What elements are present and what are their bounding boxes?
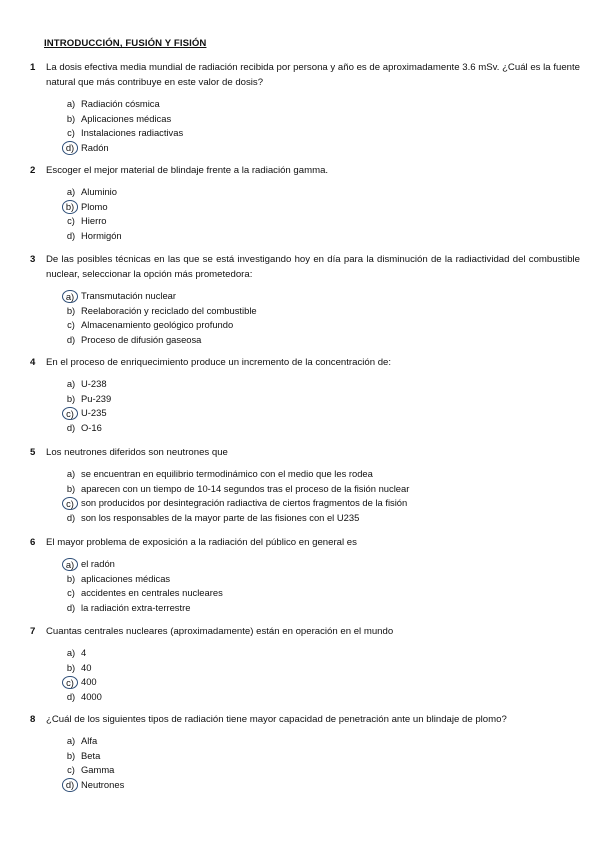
question-1 — [30, 60, 580, 155]
option-letter: d) — [66, 421, 76, 433]
circled-answer-icon: a) — [62, 558, 78, 572]
option-text: el radón — [81, 558, 115, 569]
question-2 — [30, 163, 580, 243]
option-text: Hormigón — [81, 229, 122, 241]
question-5 — [30, 445, 580, 525]
option-letter: b) — [66, 661, 76, 673]
document-title: INTRODUCCIÓN, FUSIÓN Y FISIÓN — [44, 38, 207, 49]
option-text: 400 — [81, 676, 97, 688]
option-d — [30, 421, 580, 436]
option-letter: d) — [66, 229, 76, 241]
option-text: Aluminio — [81, 186, 117, 197]
option-text: U-235 — [81, 407, 107, 419]
option-letter: d) — [66, 333, 76, 345]
question-stem — [30, 445, 580, 460]
option-a — [30, 467, 580, 482]
options-list — [30, 97, 580, 155]
option-letter: a) — [66, 378, 76, 389]
option-letter: d) — [66, 690, 76, 702]
option-a — [30, 646, 580, 661]
option-a — [30, 377, 580, 392]
question-stem — [30, 163, 580, 178]
circled-answer-icon: b) — [62, 200, 78, 214]
circled-answer-icon: c) — [62, 676, 78, 690]
option-letter: b) — [66, 392, 76, 404]
option-d — [30, 229, 580, 244]
question-number: 6 — [30, 537, 36, 548]
options-list — [30, 467, 580, 525]
option-text: Proceso de difusión gaseosa — [81, 333, 202, 345]
question-text: En el proceso de enriquecimiento produce un incremento de la concentración de: — [46, 357, 392, 368]
option-text: U-238 — [81, 378, 107, 389]
question-stem — [30, 252, 580, 282]
option-text: 4000 — [81, 690, 102, 702]
option-a — [30, 289, 580, 304]
option-b — [30, 749, 580, 764]
option-letter: a) — [66, 735, 76, 746]
option-text: Almacenamiento geológico profundo — [81, 319, 234, 331]
options-list — [30, 377, 580, 435]
option-text: 40 — [81, 661, 92, 673]
option-text: aplicaciones médicas — [81, 572, 171, 584]
option-b — [30, 572, 580, 587]
option-b — [30, 200, 580, 215]
option-b — [30, 482, 580, 497]
options-list — [30, 557, 580, 615]
circled-answer-icon: c) — [62, 407, 78, 421]
question-text: Los neutrones diferidos son neutrones que — [46, 447, 228, 458]
options-list — [30, 289, 580, 347]
option-text: accidentes en centrales nucleares — [81, 587, 223, 599]
question-text: La dosis efectiva media mundial de radiación recibida por persona y año es de aproximadamente 3.6 mSv. ¿Cuál es la fuente natural que más contribuye en este valor de dosis? — [46, 62, 580, 88]
option-c — [30, 406, 580, 421]
question-stem — [30, 712, 580, 727]
option-letter: b) — [66, 572, 76, 584]
circled-answer-icon: a) — [62, 290, 78, 304]
options-list — [30, 646, 580, 704]
option-b — [30, 392, 580, 407]
option-d — [30, 778, 580, 793]
option-b — [30, 661, 580, 676]
circled-answer-icon: d) — [62, 141, 78, 155]
option-c — [30, 586, 580, 601]
option-d — [30, 141, 580, 156]
option-letter: c) — [67, 319, 75, 331]
option-a — [30, 734, 580, 749]
option-letter: b) — [66, 112, 76, 124]
option-a — [30, 557, 580, 572]
option-letter: a) — [66, 186, 76, 197]
option-a — [30, 97, 580, 112]
option-a — [30, 185, 580, 200]
option-text: Radiación cósmica — [81, 98, 160, 109]
option-text: aparecen con un tiempo de 10-14 segundos tras el proceso de la fisión nuclear — [81, 482, 410, 494]
option-letter: a) — [66, 98, 76, 109]
option-letter: a) — [66, 468, 76, 479]
option-d — [30, 601, 580, 616]
option-c — [30, 496, 580, 511]
question-text: Escoger el mejor material de blindaje frente a la radiación gamma. — [46, 165, 329, 176]
option-d — [30, 690, 580, 705]
option-letter: c) — [67, 764, 75, 776]
question-stem — [30, 535, 580, 550]
question-text: El mayor problema de exposición a la radiación del público en general es — [46, 537, 357, 548]
option-text: se encuentran en equilibrio termodinámico con el medio que les rodea — [81, 468, 373, 479]
question-number: 5 — [30, 447, 36, 458]
option-text: son producidos por desintegración radiactiva de ciertos fragmentos de la fisión — [81, 497, 408, 509]
option-letter: c) — [67, 587, 75, 599]
option-text: Reelaboración y reciclado del combustible — [81, 304, 257, 316]
option-text: 4 — [81, 647, 87, 658]
question-number: 4 — [30, 357, 36, 368]
question-stem — [30, 355, 580, 370]
option-letter: d) — [66, 601, 76, 613]
question-text: Cuantas centrales nucleares (aproximadamente) están en operación en el mundo — [46, 626, 394, 637]
question-number: 2 — [30, 165, 36, 176]
option-d — [30, 333, 580, 348]
option-d — [30, 511, 580, 526]
question-3 — [30, 252, 580, 347]
option-c — [30, 763, 580, 778]
option-text: Hierro — [81, 215, 107, 227]
question-number: 1 — [30, 62, 36, 73]
option-letter: b) — [66, 482, 76, 494]
question-text: ¿Cuál de los siguientes tipos de radiación tiene mayor capacidad de penetración ante un blindaje de plomo? — [46, 714, 507, 725]
option-text: Beta — [81, 749, 101, 761]
option-c — [30, 318, 580, 333]
option-letter: b) — [66, 304, 76, 316]
option-letter: c) — [67, 215, 75, 227]
option-text: Transmutación nuclear — [81, 290, 177, 301]
option-text: Alfa — [81, 735, 98, 746]
option-text: Radón — [81, 141, 109, 153]
option-text: Gamma — [81, 764, 115, 776]
option-text: O-16 — [81, 421, 102, 433]
options-list — [30, 185, 580, 243]
question-stem — [30, 60, 580, 90]
options-list — [30, 734, 580, 792]
option-c — [30, 214, 580, 229]
option-c — [30, 675, 580, 690]
question-number: 3 — [30, 254, 36, 265]
option-letter: b) — [66, 749, 76, 761]
option-text: la radiación extra-terrestre — [81, 601, 191, 613]
circled-answer-icon: c) — [62, 497, 78, 511]
question-text: De las posibles técnicas en las que se está investigando hoy en día para la disminución de la radiactividad del combustible nuclear, seleccionar la opción más prometedora: — [46, 254, 580, 280]
question-stem — [30, 624, 580, 639]
option-letter: a) — [66, 647, 76, 658]
option-b — [30, 304, 580, 319]
option-text: son los responsables de la mayor parte de las fisiones con el U235 — [81, 511, 360, 523]
question-7 — [30, 624, 580, 704]
question-6 — [30, 535, 580, 615]
circled-answer-icon: d) — [62, 778, 78, 792]
option-c — [30, 126, 580, 141]
question-4 — [30, 355, 580, 435]
question-number: 8 — [30, 714, 36, 725]
option-text: Aplicaciones médicas — [81, 112, 172, 124]
option-text: Instalaciones radiactivas — [81, 127, 184, 139]
option-letter: c) — [67, 127, 75, 139]
option-text: Plomo — [81, 200, 108, 212]
question-8 — [30, 712, 580, 792]
option-b — [30, 112, 580, 127]
option-letter: d) — [66, 511, 76, 523]
option-text: Neutrones — [81, 778, 125, 790]
question-number: 7 — [30, 626, 36, 637]
option-text: Pu-239 — [81, 392, 112, 404]
